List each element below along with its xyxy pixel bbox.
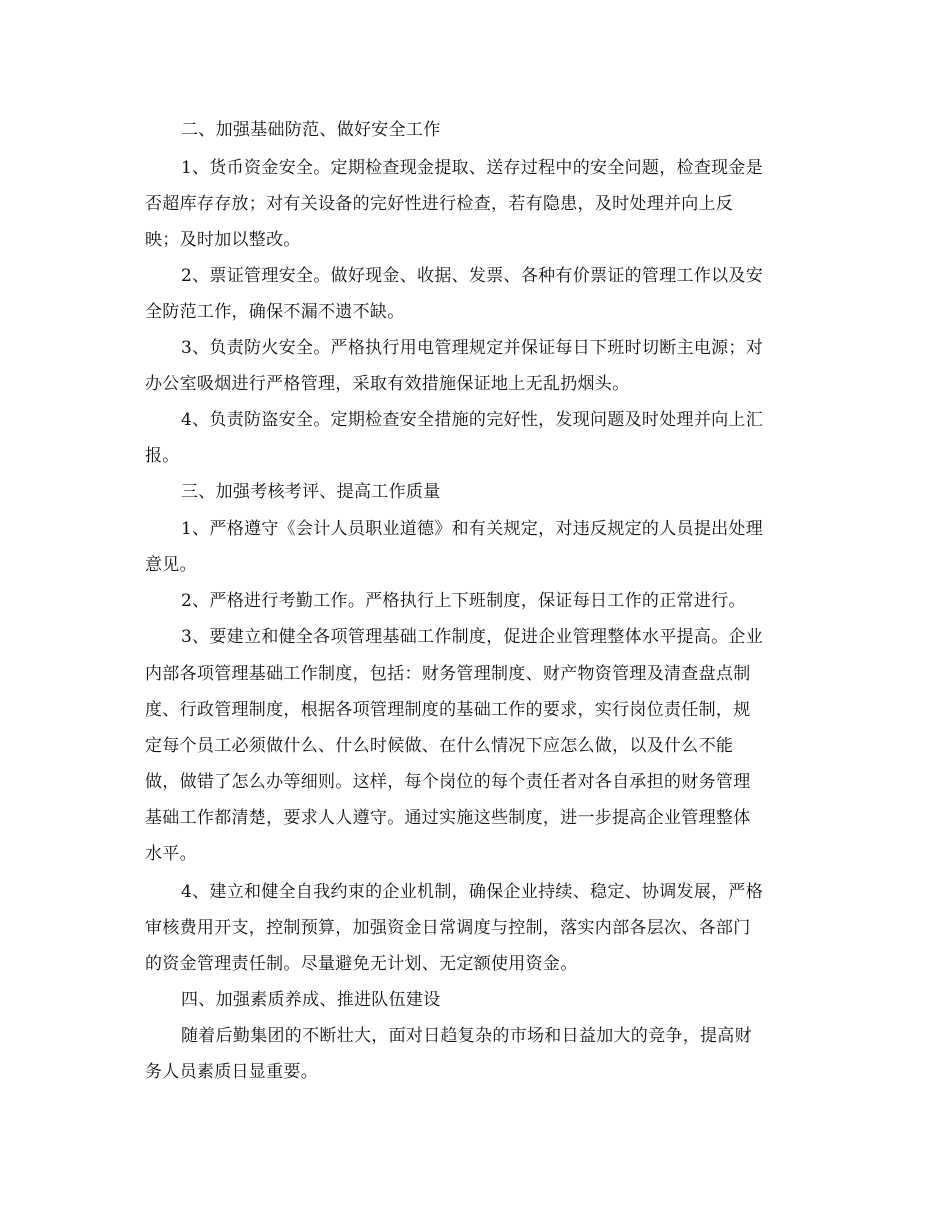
paragraph-line: 做，做错了怎么办等细则。这样，每个岗位的每个责任者对各自承担的财务管理: [145, 772, 751, 792]
heading-section-2: 二、加强基础防范、做好安全工作: [181, 120, 441, 140]
heading-section-4: 四、加强素质养成、推进队伍建设: [181, 990, 441, 1010]
paragraph-line: 办公室吸烟进行严格管理，采取有效措施保证地上无乱扔烟头。: [145, 374, 630, 394]
paragraph-line: 1、货币资金安全。定期检查现金提取、送存过程中的安全问题，检查现金是: [181, 158, 764, 178]
paragraph-line: 务人员素质日显重要。: [145, 1062, 318, 1082]
paragraph-line: 定每个员工必须做什么、什么时候做、在什么情况下应怎么做，以及什么不能: [145, 736, 734, 756]
paragraph-line: 审核费用开支，控制预算，加强资金日常调度与控制，落实内部各层次、各部门: [145, 918, 751, 938]
paragraph-line: 全防范工作，确保不漏不遗不缺。: [145, 302, 405, 322]
paragraph-line: 内部各项管理基础工作制度，包括：财务管理制度、财产物资管理及清查盘点制: [145, 664, 751, 684]
paragraph-line: 3、负责防火安全。严格执行用电管理规定并保证每日下班时切断主电源；对: [181, 338, 764, 358]
paragraph-line: 4、负责防盗安全。定期检查安全措施的完好性，发现问题及时处理并向上汇: [181, 410, 764, 430]
paragraph-line: 1、严格遵守《会计人员职业道德》和有关规定，对违反规定的人员提出处理: [181, 519, 764, 539]
paragraph-line: 报。: [145, 446, 180, 466]
paragraph-line: 2、票证管理安全。做好现金、收据、发票、各种有价票证的管理工作以及安: [181, 266, 764, 286]
paragraph-line: 度、行政管理制度，根据各项管理制度的基础工作的要求，实行岗位责任制，规: [145, 700, 751, 720]
paragraph-line: 水平。: [145, 844, 197, 864]
paragraph-line: 的资金管理责任制。尽量避免无计划、无定额使用资金。: [145, 954, 578, 974]
paragraph-line: 否超库存存放；对有关设备的完好性进行检查，若有隐患，及时处理并向上反: [145, 194, 734, 214]
paragraph-line: 意见。: [145, 555, 197, 575]
paragraph-line: 2、严格进行考勤工作。严格执行上下班制度，保证每日工作的正常进行。: [181, 591, 746, 611]
paragraph-line: 3、要建立和健全各项管理基础工作制度，促进企业管理整体水平提高。企业: [181, 627, 764, 647]
paragraph-line: 4、建立和健全自我约束的企业机制，确保企业持续、稳定、协调发展，严格: [181, 882, 764, 902]
paragraph-line: 基础工作都清楚，要求人人遵守。通过实施这些制度，进一步提高企业管理整体: [145, 808, 751, 828]
paragraph-line: 随着后勤集团的不断壮大，面对日趋复杂的市场和日益加大的竞争，提高财: [181, 1026, 752, 1046]
heading-section-3: 三、加强考核考评、提高工作质量: [181, 482, 441, 502]
paragraph-line: 映；及时加以整改。: [145, 230, 301, 250]
